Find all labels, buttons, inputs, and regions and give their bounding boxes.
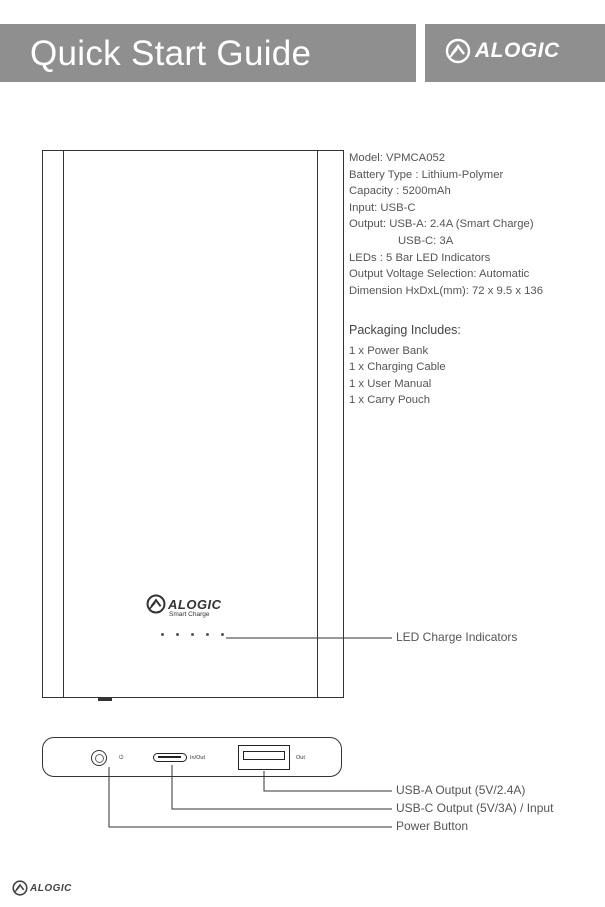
power-button-icon	[91, 750, 107, 766]
device-subtitle: Smart Charge	[169, 611, 210, 618]
spec-dimension: Dimension HxDxL(mm): 72 x 9.5 x 136	[349, 284, 543, 297]
footer-logo	[12, 880, 72, 896]
spec-input: Input: USB-C	[349, 201, 416, 214]
page-title: Quick Start Guide	[30, 34, 312, 73]
spec-output-usb-c: USB-C: 3A	[398, 234, 454, 247]
usb-a-port-label: Out	[296, 755, 305, 761]
usb-c-callout-label: USB-C Output (5V/3A) / Input	[396, 801, 554, 815]
led-dot	[206, 633, 209, 636]
packaging-list	[349, 322, 461, 409]
led-dot	[221, 633, 224, 636]
led-dot	[161, 633, 164, 636]
spec-model: Model: VPMCA052	[349, 152, 446, 164]
spec-output-usb-a: Output: USB-A: 2.4A (Smart Charge)	[349, 218, 534, 231]
packaging-item: 1 x Power Bank	[349, 344, 429, 357]
power-callout-label: Power Button	[396, 819, 469, 833]
brand-logo	[445, 38, 560, 64]
packaging-title: Packaging Includes:	[349, 323, 461, 337]
packaging-item: 1 x User Manual	[349, 377, 432, 390]
usb-c-port-label: In/Out	[190, 755, 205, 761]
usb-a-port-icon	[238, 745, 290, 770]
alogic-mark-icon	[146, 594, 166, 614]
spec-battery: Battery Type : Lithium-Polymer	[349, 168, 504, 181]
header-logo-bar	[425, 24, 605, 82]
alogic-mark-icon	[445, 38, 471, 64]
power-mark-label: ⏻	[119, 755, 124, 761]
usb-c-port-icon	[153, 753, 187, 762]
left-edge-line	[63, 151, 64, 697]
packaging-item: 1 x Charging Cable	[349, 361, 446, 374]
usb-a-callout-label: USB-A Output (5V/2.4A)	[396, 783, 526, 797]
led-callout-label: LED Charge Indicators	[396, 630, 518, 644]
led-dot	[191, 633, 194, 636]
spec-capacity: Capacity : 5200mAh	[349, 185, 451, 198]
header-title-bar	[0, 24, 416, 82]
specifications-list	[349, 150, 543, 299]
spec-leds: LEDs : 5 Bar LED Indicators	[349, 251, 491, 264]
device-bottom-nub	[98, 698, 112, 701]
footer-logo-text: ALOGIC	[30, 882, 72, 894]
alogic-mark-icon	[12, 880, 28, 896]
led-indicator-row	[161, 633, 224, 636]
spec-voltage: Output Voltage Selection: Automatic	[349, 268, 530, 281]
right-edge-line	[317, 151, 318, 697]
brand-logo-text: ALOGIC	[475, 39, 560, 62]
packaging-item: 1 x Carry Pouch	[349, 394, 430, 407]
device-logo-text: ALOGIC	[168, 596, 222, 612]
led-dot	[176, 633, 179, 636]
